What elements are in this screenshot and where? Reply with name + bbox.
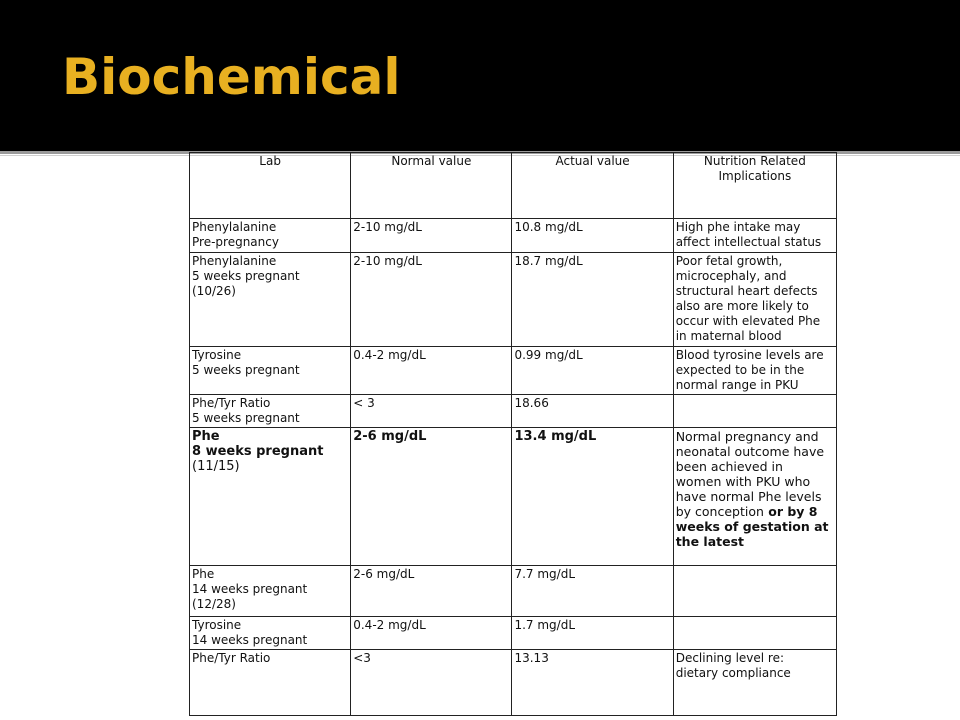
normal-value-cell: 2-6 mg/dL [351, 428, 512, 566]
impl-line [676, 504, 834, 519]
table-row [190, 395, 837, 428]
impl-line: women with PKU who [675, 474, 811, 489]
impl-line: Declining level re: [675, 651, 785, 665]
lab-line: Tyrosine [192, 348, 242, 362]
table-header-row [190, 153, 837, 219]
lab-cell [190, 617, 351, 650]
impl-line: also are more likely to [675, 299, 809, 313]
impl-text: by conception [675, 504, 764, 519]
lab-cell [190, 347, 351, 395]
lab-cell [190, 253, 351, 347]
lab-cell [190, 428, 351, 566]
lab-line: Pre-pregnancy [192, 235, 279, 249]
header-lab: Lab [190, 153, 351, 219]
normal-value-cell: 2-10 mg/dL [351, 219, 512, 253]
table-row [190, 347, 837, 395]
impl-line: microcephaly, and [675, 269, 787, 283]
implications-cell [673, 253, 836, 347]
lab-line: 5 weeks pregnant [192, 411, 300, 425]
lab-line: (12/28) [192, 597, 236, 611]
normal-value-cell: 2-6 mg/dL [351, 566, 512, 617]
lab-line: Phe/Tyr Ratio [192, 396, 271, 410]
lab-cell [190, 395, 351, 428]
impl-line: expected to be in the [675, 363, 805, 377]
impl-emphasis-line: the latest [675, 534, 744, 549]
impl-line: Blood tyrosine levels are [675, 348, 824, 362]
slide-title: Biochemical [62, 48, 401, 106]
lab-line: Phenylalanine [192, 254, 277, 268]
normal-value-cell: < 3 [351, 395, 512, 428]
impl-line: in maternal blood [675, 329, 782, 343]
impl-line: normal range in PKU [675, 378, 799, 392]
lab-line: Phenylalanine [192, 220, 277, 234]
lab-line: (11/15) [192, 459, 240, 474]
impl-line: dietary compliance [675, 666, 791, 680]
impl-line: have normal Phe levels [675, 489, 822, 504]
lab-cell [190, 650, 351, 716]
lab-cell [190, 566, 351, 617]
implications-cell [673, 428, 836, 566]
table-row [190, 650, 837, 716]
lab-line: (10/26) [192, 284, 236, 298]
impl-line: Poor fetal growth, [675, 254, 783, 268]
lab-values-table [189, 152, 837, 716]
lab-line: Tyrosine [192, 618, 242, 632]
implications-cell [673, 617, 836, 650]
actual-value-cell: 10.8 mg/dL [512, 219, 673, 253]
implications-cell [673, 219, 836, 253]
table-row [190, 253, 837, 347]
lab-line: 5 weeks pregnant [192, 269, 300, 283]
lab-line: Phe [192, 429, 220, 444]
lab-line: Phe/Tyr Ratio [192, 651, 271, 665]
impl-line: been achieved in [675, 459, 783, 474]
normal-value-cell: 0.4-2 mg/dL [351, 617, 512, 650]
impl-line: affect intellectual status [675, 235, 822, 249]
lab-line: 8 weeks pregnant [192, 444, 324, 459]
lab-line: 5 weeks pregnant [192, 363, 300, 377]
impl-emphasis-line: weeks of gestation at [675, 519, 829, 534]
impl-emphasis: or by 8 [763, 504, 818, 519]
header-implications [673, 153, 836, 219]
header-normal-value: Normal value [351, 153, 512, 219]
lab-line: 14 weeks pregnant [192, 582, 308, 596]
table-row [190, 428, 837, 566]
actual-value-cell: 18.66 [512, 395, 673, 428]
lab-cell [190, 219, 351, 253]
impl-line: occur with elevated Phe [675, 314, 821, 328]
actual-value-cell: 1.7 mg/dL [512, 617, 673, 650]
header-impl-line: Implications [718, 169, 792, 183]
impl-line: Normal pregnancy and [675, 429, 819, 444]
lab-line: 14 weeks pregnant [192, 633, 308, 647]
table-row [190, 219, 837, 253]
actual-value-cell: 13.4 mg/dL [512, 428, 673, 566]
normal-value-cell: <3 [351, 650, 512, 716]
impl-line: High phe intake may [675, 220, 801, 234]
actual-value-cell: 0.99 mg/dL [512, 347, 673, 395]
implications-cell [673, 650, 836, 716]
impl-line: neonatal outcome have [675, 444, 825, 459]
implications-cell [673, 347, 836, 395]
table-row [190, 617, 837, 650]
table-row [190, 566, 837, 617]
actual-value-cell: 13.13 [512, 650, 673, 716]
header-impl-line: Nutrition Related [703, 154, 806, 168]
actual-value-cell: 7.7 mg/dL [512, 566, 673, 617]
implications-cell [673, 395, 836, 428]
actual-value-cell: 18.7 mg/dL [512, 253, 673, 347]
impl-line: structural heart defects [675, 284, 818, 298]
normal-value-cell: 0.4-2 mg/dL [351, 347, 512, 395]
lab-line: Phe [192, 567, 215, 581]
normal-value-cell: 2-10 mg/dL [351, 253, 512, 347]
header-actual-value: Actual value [512, 153, 673, 219]
title-bar [0, 0, 960, 151]
implications-cell [673, 566, 836, 617]
